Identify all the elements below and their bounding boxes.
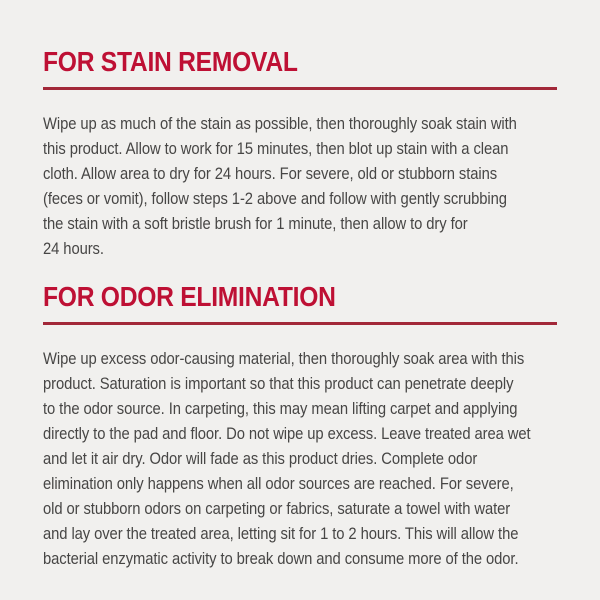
body-text-line: 24 hours. xyxy=(43,239,104,258)
body-text-line: product. Saturation is important so that this product can penetrate deeply xyxy=(43,374,514,393)
body-text-line: Wipe up excess odor-causing material, then thoroughly soak area with this xyxy=(43,349,525,368)
stain-removal-divider xyxy=(43,87,557,90)
body-text-line: to the odor source. In carpeting, this may mean lifting carpet and applying xyxy=(43,399,518,418)
body-text-line: old or stubborn odors on carpeting or fabrics, saturate a towel with water xyxy=(43,499,511,518)
odor-elimination-heading: FOR ODOR ELIMINATION xyxy=(43,281,336,312)
body-text-line: bacterial enzymatic activity to break down and consume more of the odor. xyxy=(43,549,519,568)
body-text-line: and lay over the treated area, letting sit for 1 to 2 hours. This will allow the xyxy=(43,524,519,543)
body-text-line: cloth. Allow area to dry for 24 hours. For severe, old or stubborn stains xyxy=(43,164,498,183)
body-text-line: Wipe up as much of the stain as possible, then thoroughly soak stain with xyxy=(43,114,517,133)
stain-removal-body xyxy=(43,111,557,261)
odor-elimination-section xyxy=(43,283,557,571)
body-text-line: (feces or vomit), follow steps 1-2 above and follow with gently scrubbing xyxy=(43,189,507,208)
body-text-line: this product. Allow to work for 15 minutes, then blot up stain with a clean xyxy=(43,139,509,158)
body-text-line: directly to the pad and floor. Do not wipe up excess. Leave treated area wet xyxy=(43,424,531,443)
odor-elimination-body xyxy=(43,346,557,571)
body-text-line: elimination only happens when all odor sources are reached. For severe, xyxy=(43,474,514,493)
stain-removal-section xyxy=(43,48,557,261)
body-text-line: the stain with a soft bristle brush for 1 minute, then allow to dry for xyxy=(43,214,468,233)
odor-elimination-divider xyxy=(43,322,557,325)
stain-removal-heading: FOR STAIN REMOVAL xyxy=(43,46,298,77)
body-text-line: and let it air dry. Odor will fade as this product dries. Complete odor xyxy=(43,449,478,468)
